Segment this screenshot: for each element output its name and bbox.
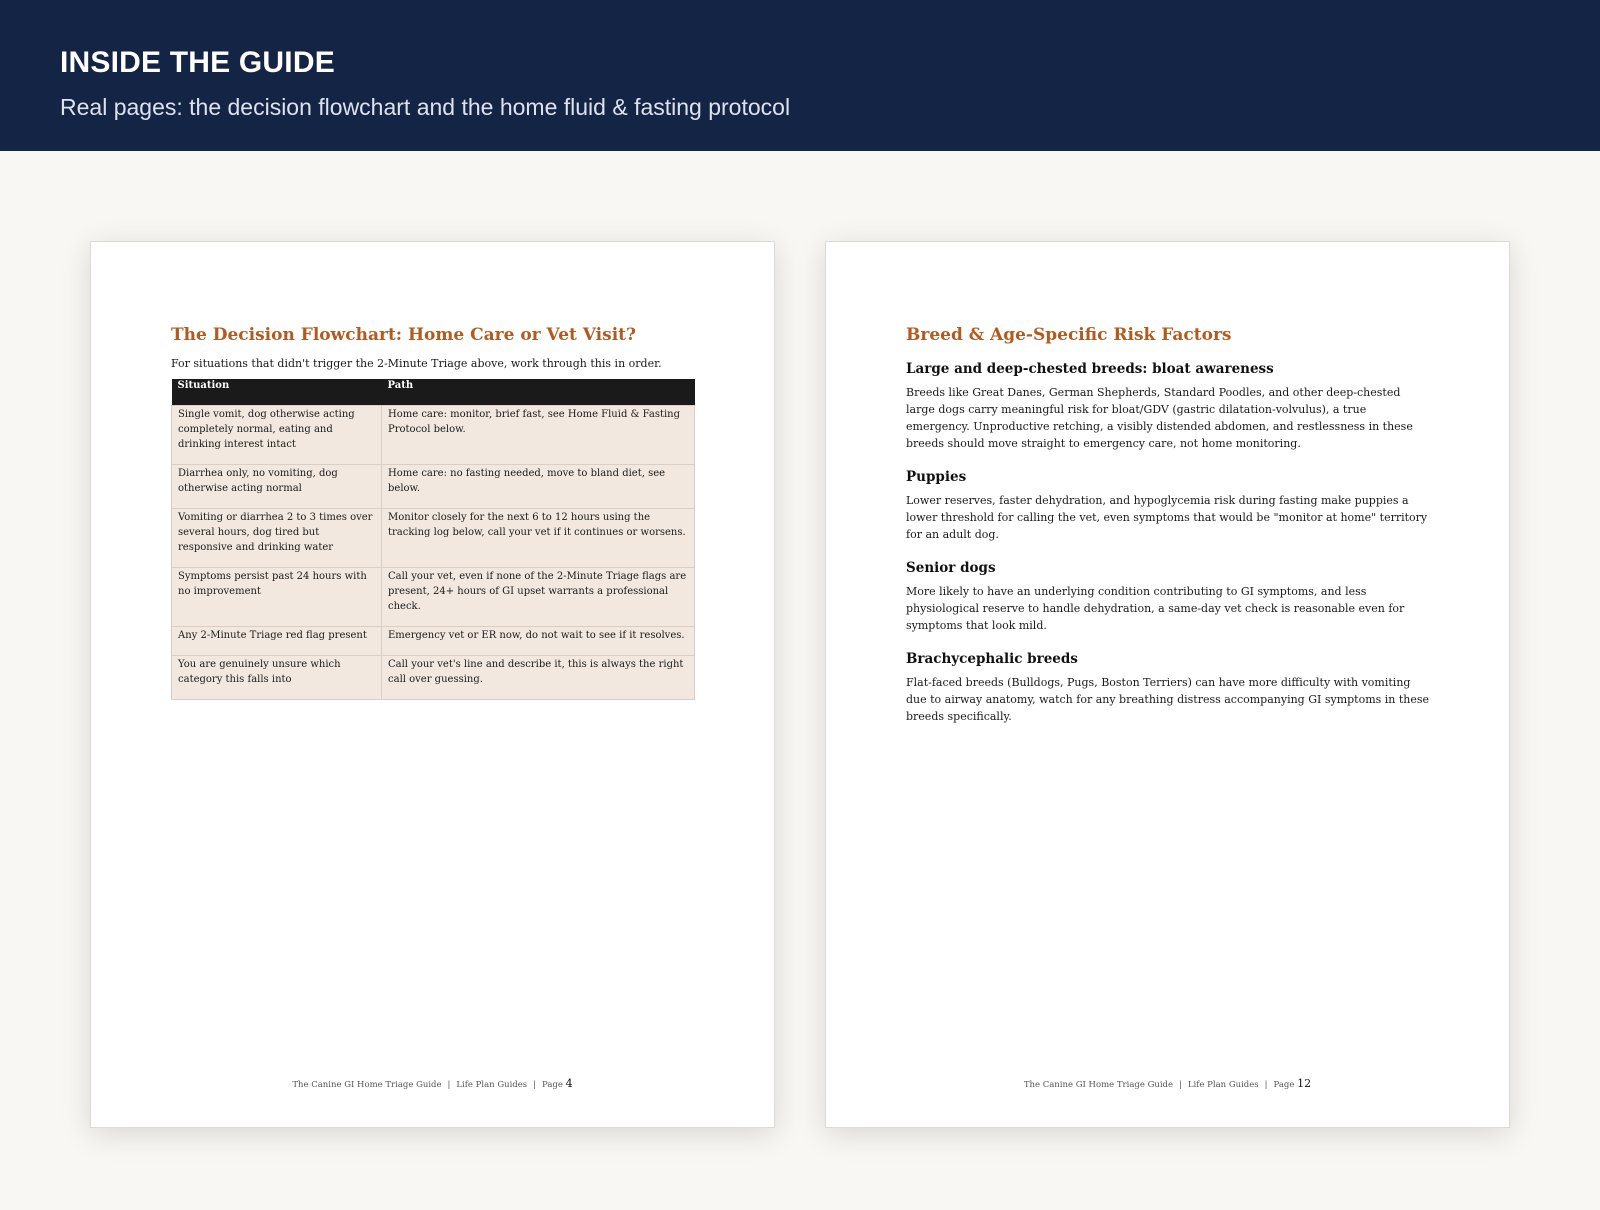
footer-guide-title: The Canine GI Home Triage Guide: [292, 1080, 442, 1090]
page-footer: The Canine GI Home Triage Guide | Life Plan Guides | Page 12: [1023, 1077, 1312, 1090]
footer-page-number: 12: [1297, 1077, 1312, 1090]
header-subtitle: Real pages: the decision flowchart and the home fluid & fasting protocol: [60, 94, 791, 120]
section-heading: Senior dogs: [906, 560, 996, 576]
page-heading: Breed & Age-Specific Risk Factors: [906, 325, 1232, 345]
section-heading: Large and deep-chested breeds: bloat awareness: [906, 361, 1274, 377]
page-content: [906, 324, 1430, 725]
header-title: INSIDE THE GUIDE: [60, 46, 335, 79]
section-text: More likely to have an underlying condition contributing to GI symptoms, and less physiological reserve to handle dehydration, a same-day vet check is reasonable even for symptoms that look mild.: [906, 585, 1405, 632]
table-row: [172, 656, 695, 700]
page-footer: The Canine GI Home Triage Guide | Life Plan Guides | Page 4: [292, 1077, 573, 1090]
cell-path: Call your vet, even if none of the 2-Minute Triage flags are present, 24+ hours of GI upset warrants a professional check.: [382, 568, 695, 627]
table-row: [172, 406, 695, 465]
decision-table: [171, 379, 695, 700]
hero-header: [0, 0, 1600, 151]
cell-path: Call your vet's line and describe it, this is always the right call over guessing.: [382, 656, 695, 700]
cell-path: Emergency vet or ER now, do not wait to see if it resolves.: [382, 627, 695, 656]
page-heading: The Decision Flowchart: Home Care or Vet Visit?: [171, 325, 636, 345]
cell-situation: Diarrhea only, no vomiting, dog otherwise acting normal: [172, 465, 382, 509]
table-row: [172, 509, 695, 568]
footer-page-label: Page: [542, 1080, 563, 1090]
footer-brand: Life Plan Guides: [456, 1080, 528, 1090]
section-heading: Brachycephalic breeds: [906, 651, 1078, 667]
footer-guide-title: The Canine GI Home Triage Guide: [1023, 1080, 1174, 1090]
footer-page-number: 4: [565, 1077, 573, 1090]
cell-situation: Vomiting or diarrhea 2 to 3 times over several hours, dog tired but responsive and drinking water: [172, 509, 382, 568]
section-text: Lower reserves, faster dehydration, and hypoglycemia risk during fasting make puppies a lower threshold for calling the vet, even symptoms that would be "monitor at home" territory for an adult dog.: [906, 494, 1428, 541]
footer-page-label: Page: [1273, 1080, 1295, 1090]
section-text: Flat-faced breeds (Bulldogs, Pugs, Boston Terriers) can have more difficulty with vomiting due to airway anatomy, watch for any breathing distress accompanying GI symptoms in these breeds specifically.: [906, 676, 1430, 723]
page-preview-risk-factors: [825, 241, 1510, 1128]
column-header-path: Path: [382, 379, 695, 406]
page-preview-decision-flowchart: [90, 241, 775, 1128]
cell-situation: You are genuinely unsure which category this falls into: [172, 656, 382, 700]
cell-situation: Symptoms persist past 24 hours with no improvement: [172, 568, 382, 627]
table-header-row: [172, 379, 695, 406]
section-text: Breeds like Great Danes, German Shepherds, Standard Poodles, and other deep-chested large dogs carry meaningful risk for bloat/GDV (gastric dilatation-volvulus), a true emergency. Unproductive retching, a visibly distended abdomen, and restlessness in these breeds should move straight to emergency care, not home monitoring.: [906, 386, 1413, 450]
cell-path: Monitor closely for the next 6 to 12 hours using the tracking log below, call your vet if it continues or worsens.: [382, 509, 695, 568]
cell-situation: Any 2-Minute Triage red flag present: [172, 627, 382, 656]
table-row: [172, 465, 695, 509]
page-intro: For situations that didn't trigger the 2-Minute Triage above, work through this in order.: [171, 357, 662, 370]
table-row: [172, 568, 695, 627]
table-row: [172, 627, 695, 656]
section-heading: Puppies: [906, 469, 967, 485]
cell-path: Home care: no fasting needed, move to bland diet, see below.: [382, 465, 695, 509]
page-content: [171, 324, 695, 700]
cell-situation: Single vomit, dog otherwise acting completely normal, eating and drinking interest intact: [172, 406, 382, 465]
cell-path: Home care: monitor, brief fast, see Home Fluid & Fasting Protocol below.: [382, 406, 695, 465]
column-header-situation: Situation: [172, 379, 382, 406]
footer-brand: Life Plan Guides: [1187, 1080, 1259, 1090]
